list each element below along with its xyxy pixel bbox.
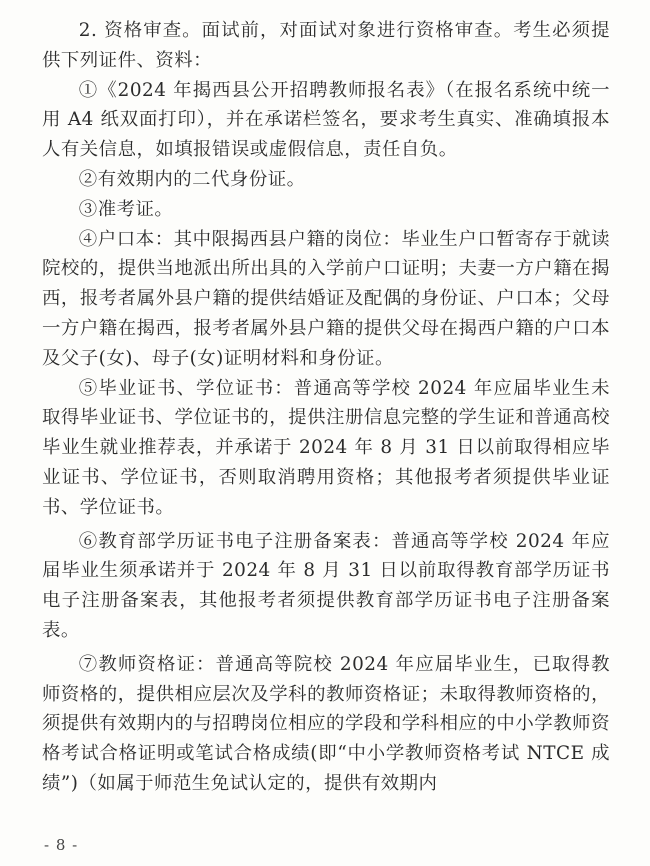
paragraph-admission-ticket: ③准考证。 (78, 198, 174, 220)
paragraph-teacher-certificate: ⑦教师资格证：普通高等院校 2024 年应届毕业生，已取得教师资格的，提供相应层次及学科的教师资格证；未取得教师资格的，须提供有效期内的与招聘岗位相应的学段和学科相应的中小学教师资格考试合格证明或笔试合格成绩(即“中小学教师资格考试 NTCE 成绩”)（如属于师范生免试认定的，提供有效期内 (42, 653, 610, 794)
document-body (42, 16, 610, 799)
paragraph-diploma-degree: ⑤毕业证书、学位证书：普通高等学校 2024 年应届毕业生未取得毕业证书、学位证书的，提供注册信息完整的学生证和普通高校毕业生就业推荐表，并承诺于 2024 年 8 月 31 日以前取得相应毕业证书、学位证书，否则取消聘用资格；其他报考者须提供毕业证书、学位证书。 (42, 377, 610, 518)
paragraph-education-record: ⑥教育部学历证书电子注册备案表：普通高等学校 2024 年应届毕业生须承诺并于 2024 年 8 月 31 日以前取得教育部学历证书电子注册备案表，其他报考者须提供教育部学历证书电子注册备案表。 (42, 530, 610, 641)
paragraph-id-card: ②有效期内的二代身份证。 (78, 168, 306, 190)
paragraph-household-register: ④户口本：其中限揭西县户籍的岗位：毕业生户口暂寄存于就读院校的，提供当地派出所出具的入学前户口证明；夫妻一方户籍在揭西，报考者属外县户籍的提供结婚证及配偶的身份证、户口本；父母一方户籍在揭西，报考者属外县户籍的提供父母在揭西户籍的户口本及父子(女)、母子(女)证明材料和身份证。 (42, 228, 610, 369)
page-number: - 8 - (44, 836, 79, 854)
paragraph-qualification-review: 2. 资格审查。面试前，对面试对象进行资格审查。考生必须提供下列证件、资料： (42, 20, 610, 71)
paragraph-registration-form: ①《2024 年揭西县公开招聘教师报名表》（在报名系统中统一用 A4 纸双面打印），并在承诺栏签名，要求考生真实、准确填报本人有关信息，如填报错误或虚假信息，责任自负。 (42, 79, 610, 161)
